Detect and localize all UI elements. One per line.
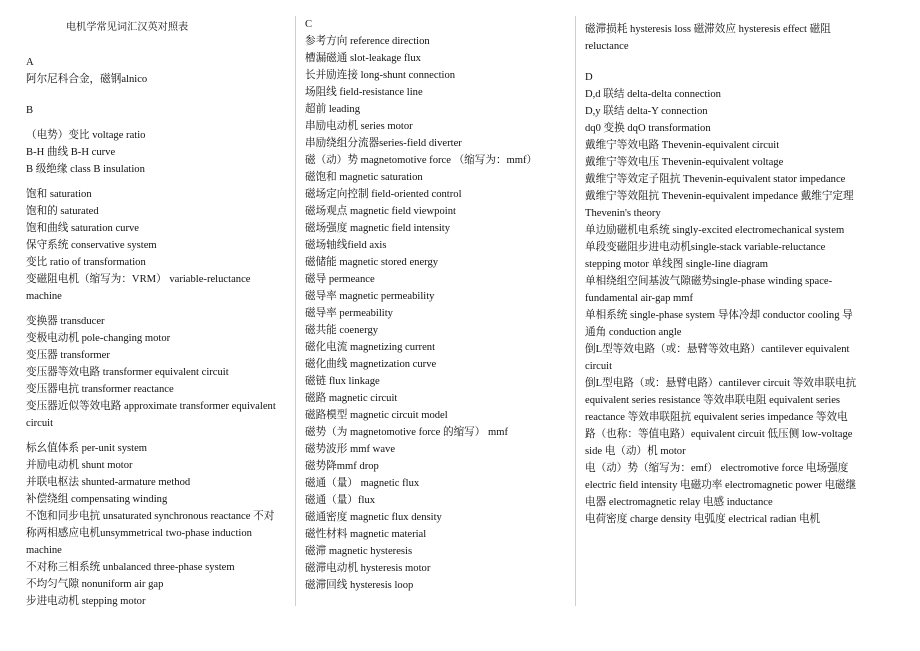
glossary-entry: 步进电动机 stepping motor: [26, 596, 146, 607]
glossary-entry: 长并励连接 long-shunt connection: [305, 70, 456, 81]
glossary-entry: 磁场轴线field axis: [305, 240, 387, 251]
glossary-entry: 单边励磁机电系统 singly-excited electromechanical system: [585, 225, 845, 236]
glossary-entry: 电（动）势（缩写为：emf） electromotive force 电场强度 electric field intensity 电磁功率 electromagnetic power 电磁继电器 electromagnetic relay 电感 inductance: [585, 463, 857, 508]
glossary-entry: 磁化曲线 magnetization curve: [305, 359, 437, 370]
glossary-entry: B-H 曲线 B-H curve: [26, 147, 116, 158]
glossary-entry: 磁路模型 magnetic circuit model: [305, 410, 448, 421]
glossary-entry: 饱和曲线 saturation curve: [26, 223, 139, 234]
glossary-entry: 磁滞回线 hysteresis loop: [305, 580, 414, 591]
continued-entries: [585, 21, 857, 55]
glossary-entry: 超前 leading: [305, 104, 361, 115]
column-divider-1: [295, 16, 296, 606]
column-3: [585, 21, 857, 528]
section-letter-d: D: [585, 72, 593, 83]
section-b-entries-3: [26, 313, 284, 432]
column-divider-2: [575, 16, 576, 606]
glossary-entry: 变压器电抗 transformer reactance: [26, 384, 174, 395]
glossary-entry: 磁路 magnetic circuit: [305, 393, 398, 404]
glossary-entry: 变压器近似等效电路 approximate transformer equivalent circuit: [26, 401, 276, 429]
section-a-entries: [26, 71, 284, 88]
glossary-entry: 磁滞电动机 hysteresis motor: [305, 563, 431, 574]
glossary-entry: 参考方向 reference direction: [305, 36, 430, 47]
glossary-entry: 单相绕组空间基波气隙磁势single-phase winding space-fundamental air-gap mmf: [585, 276, 833, 304]
glossary-entry: 磁势（为 magnetomotive force 的缩写） mmf: [305, 427, 509, 438]
glossary-entry: 磁滞 magnetic hysteresis: [305, 546, 413, 557]
glossary-entry: 变磁阻电机（缩写为：VRM） variable-reluctance machine: [26, 274, 251, 302]
glossary-entry: 串励绕组分流器series-field diverter: [305, 138, 462, 149]
glossary-entry: 变极电动机 pole-changing motor: [26, 333, 171, 344]
glossary-entry: 阿尔尼科合金，磁钢alnico: [26, 74, 148, 85]
glossary-entry: 不均匀气隙 nonuniform air gap: [26, 579, 164, 590]
glossary-entry: 磁通密度 magnetic flux density: [305, 512, 442, 523]
glossary-entry: 戴维宁等效电压 Thevenin-equivalent voltage: [585, 157, 784, 168]
glossary-entry: 变换器 transducer: [26, 316, 105, 327]
glossary-entry: 磁储能 magnetic stored energy: [305, 257, 439, 268]
glossary-entry: 磁化电流 magnetizing current: [305, 342, 436, 353]
glossary-entry: 倒L型等效电路（或：悬臂等效电路）cantilever equivalent circuit: [585, 344, 850, 372]
section-b-entries-4: [26, 440, 284, 610]
glossary-entry: 磁链 flux linkage: [305, 376, 380, 387]
glossary-entry: 单段变磁阻步进电动机single-stack variable-reluctance stepping motor 单线图 single-line diagram: [585, 242, 826, 270]
glossary-entry: 磁导 permeance: [305, 274, 375, 285]
section-d-entries: [585, 86, 857, 528]
glossary-entry: 磁性材料 magnetic material: [305, 529, 427, 540]
glossary-entry: 饱和 saturation: [26, 189, 92, 200]
glossary-entry: 戴维宁等效定子阻抗 Thevenin-equivalent stator impedance: [585, 174, 846, 185]
glossary-entry: 场阻线 field-resistance line: [305, 87, 423, 98]
glossary-entry: 磁导率 permeability: [305, 308, 393, 319]
glossary-entry: 磁场强度 magnetic field intensity: [305, 223, 451, 234]
glossary-entry: 并励电动机 shunt motor: [26, 460, 133, 471]
glossary-entry: 单相系统 single-phase system 导体冷却 conductor cooling 导通角 conduction angle: [585, 310, 853, 338]
glossary-entry: 并联电枢法 shunted-armature method: [26, 477, 191, 488]
glossary-entry: 电荷密度 charge density 电弧度 electrical radian 电机: [585, 514, 821, 525]
glossary-entry: 变压器等效电路 transformer equivalent circuit: [26, 367, 229, 378]
glossary-entry: 磁场定向控制 field-oriented control: [305, 189, 462, 200]
glossary-entry: 磁导率 magnetic permeability: [305, 291, 435, 302]
section-b-entries-2: [26, 186, 284, 305]
section-b-entries-1: [26, 127, 284, 178]
glossary-entry: 标幺值体系 per-unit system: [26, 443, 148, 454]
section-c-entries: [305, 33, 567, 594]
column-1: [26, 19, 284, 610]
glossary-entry: 槽漏磁通 slot-leakage flux: [305, 53, 421, 64]
glossary-entry: D,d 联结 delta-delta connection: [585, 89, 721, 100]
glossary-entry: 串励电动机 series motor: [305, 121, 413, 132]
glossary-entry: 磁（动）势 magnetomotive force （缩写为：mmf）: [305, 155, 538, 166]
glossary-entry: 磁通（量）flux: [305, 495, 376, 506]
glossary-entry: D,y 联结 delta-Y connection: [585, 106, 708, 117]
glossary-entry: 变比 ratio of transformation: [26, 257, 146, 268]
glossary-entry: 磁场观点 magnetic field viewpoint: [305, 206, 456, 217]
glossary-entry: 磁饱和 magnetic saturation: [305, 172, 423, 183]
section-letter-c: C: [305, 19, 313, 30]
glossary-entry: 戴维宁等效电路 Thevenin-equivalent circuit: [585, 140, 780, 151]
column-2: [305, 16, 567, 594]
glossary-entry: 不对称三相系统 unbalanced three-phase system: [26, 562, 235, 573]
glossary-entry: 补偿绕组 compensating winding: [26, 494, 168, 505]
glossary-entry: （电势）变比 voltage ratio: [26, 130, 146, 141]
section-letter-a: A: [26, 57, 34, 68]
section-letter-b: B: [26, 105, 34, 116]
glossary-entry: B 级绝缘 class B insulation: [26, 164, 145, 175]
page-title: 电机学常见词汇汉英对照表: [66, 22, 189, 33]
glossary-entry: 磁共能 coenergy: [305, 325, 379, 336]
glossary-entry: 磁通（量） magnetic flux: [305, 478, 420, 489]
glossary-entry: 磁滞损耗 hysteresis loss 磁滞效应 hysteresis effect 磁阻 reluctance: [585, 24, 831, 52]
glossary-entry: 保守系统 conservative system: [26, 240, 157, 251]
glossary-entry: 磁势波形 mmf wave: [305, 444, 396, 455]
glossary-entry: 饱和的 saturated: [26, 206, 99, 217]
glossary-entry: dq0 变换 dqO transformation: [585, 123, 711, 134]
glossary-entry: 磁势降mmf drop: [305, 461, 379, 472]
glossary-entry: 不饱和同步电抗 unsaturated synchronous reactance 不对称两相感应电机unsymmetrical two-phase induction machine: [26, 511, 275, 556]
glossary-entry: 倒L型电路（或：悬臂电路）cantilever circuit 等效串联电抗 equivalent series resistance 等效串联电阻 equivalent series reactance 等效串联阻抗 equivalent series impedance 等效电路（也称：等值电路）equivalent circuit 低压侧 low-voltage side 电（动）机 motor: [585, 378, 857, 457]
glossary-entry: 变压器 transformer: [26, 350, 110, 361]
glossary-entry: 戴维宁等效阻抗 Thevenin-equivalent impedance 戴维宁定理 Thevenin's theory: [585, 191, 854, 219]
